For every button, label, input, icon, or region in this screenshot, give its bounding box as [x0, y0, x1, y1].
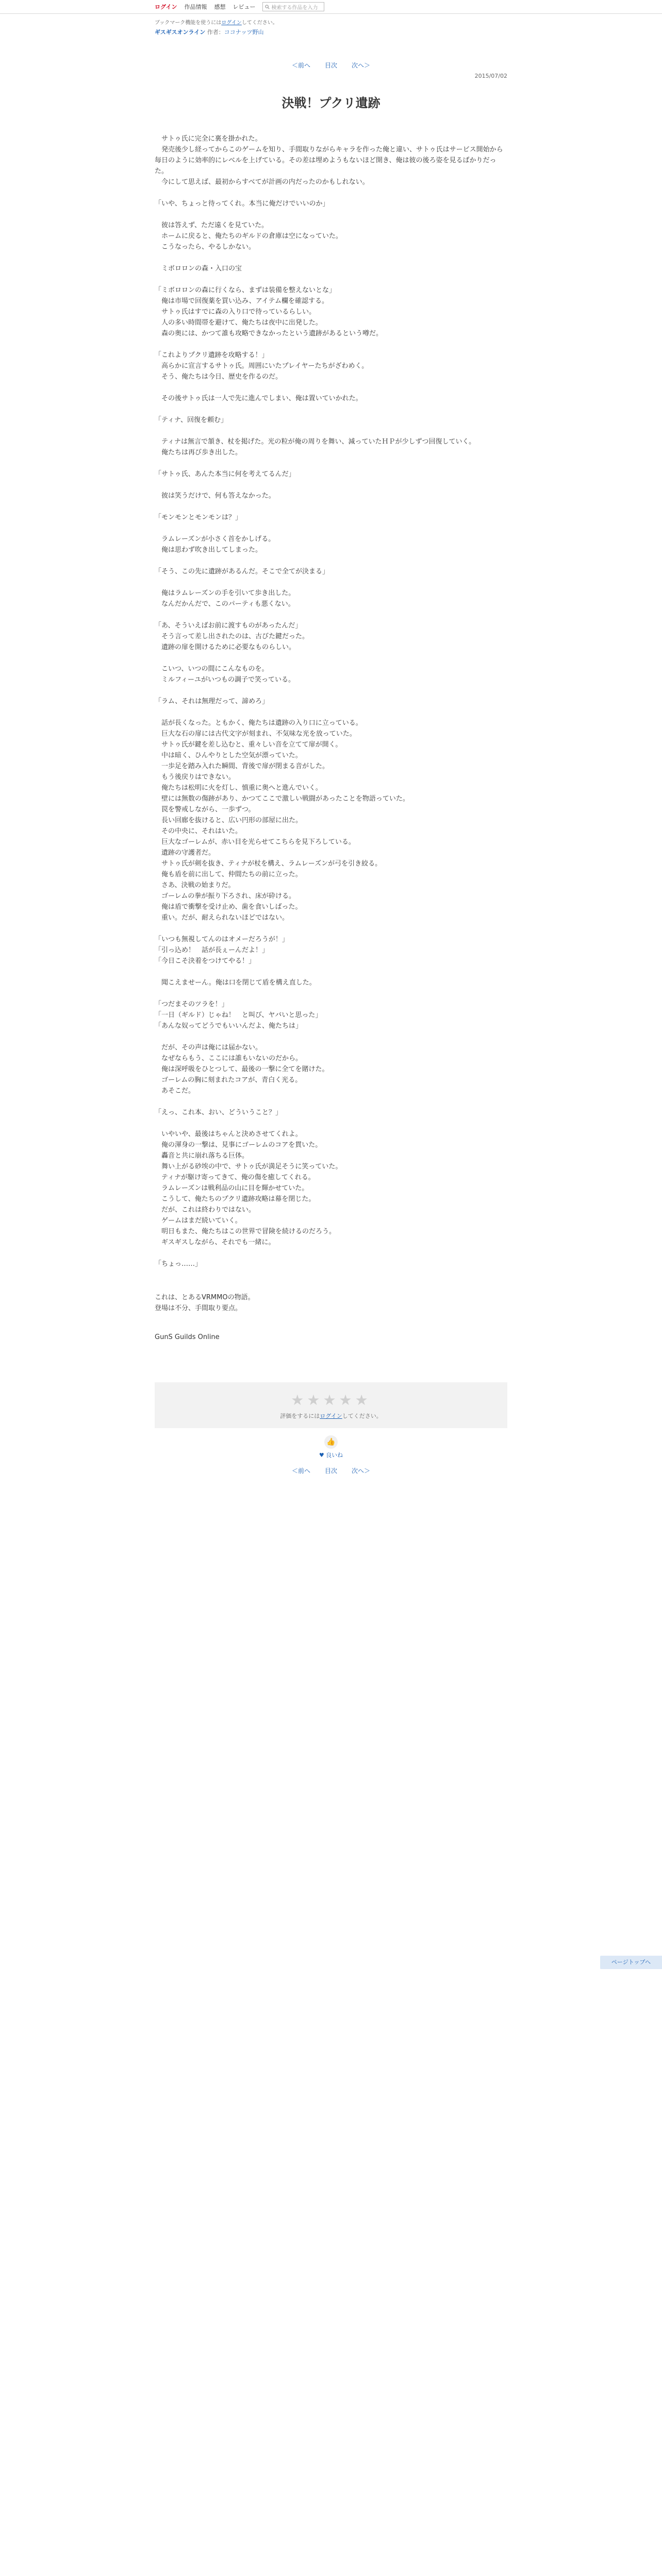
paragraph: ミボロロンの森・入口の宝 — [155, 265, 242, 273]
search-placeholder: 検索する作品を入力 — [271, 5, 318, 11]
paragraph: 話が長くなった。ともかく、俺たちは遺跡の入り口に立っている。 巨大な石の扉には古代文字が刻まれ、不気味な光を放っていた。 サトゥ氏が鍵を差し込むと、重々しい音を立てて扉が開く。 中は暗く、ひんやりとした空気が漂っていた。 一歩足を踏み入れた瞬間、背後で扉が閉まる音がした。 もう後戻りはできない。 俺たちは松明に火を灯し、慎重に奥へと進んでいく。 壁には無数の傷跡があり、かつてここで激しい戦闘があったことを物語っていた。 罠を警戒しながら、一歩ずつ。 長い回廊を抜けると、広い円形の部屋に出た。 その中央に、それはいた。 巨大なゴーレムが、赤い目を光らせてこちらを見下ろしている。 遺跡の守護者だ。 サトゥ氏が剣を抜き、ティナが杖を構え、ラムレーズンが弓を引き絞る。 俺も盾を前に出して、仲間たちの前に立った。 さあ、決戦の始まりだ。 ゴーレムの拳が振り下ろされ、床が砕ける。 俺は盾で衝撃を受け止め、歯を食いしばった。 重い。だが、耐えられないほどではない。 — [161, 719, 409, 922]
chapter-pager-top — [155, 61, 507, 70]
rating-section — [155, 1382, 507, 1428]
like-area — [0, 1435, 662, 1459]
paragraph: 「ミボロロンの森に行くなら、まずは装備を整えないとな」 俺は市場で回復薬を買い込み、アイテム欄を確認する。 サトゥ氏はすでに森の入り口で待っているらしい。 人の多い時間帯を避けて、俺たちは夜中に出発した。 森の奥には、かつて誰も攻略できなかったという遺跡があるという噂だ。 — [155, 286, 383, 337]
paragraph: 聞こえませーん。俺は口を閉じて盾を構え直した。 — [155, 979, 316, 987]
paragraph: 彼は答えず、ただ遠くを見ていた。 ホームに戻ると、俺たちのギルドの倉庫は空になっていた。 こうなったら、やるしかない。 — [161, 222, 342, 251]
top-bar — [0, 0, 662, 14]
page-top-button[interactable]: ページトップへ — [600, 1956, 662, 1969]
paragraph: だが、その声は俺には届かない。 なぜならもう、ここには誰もいないのだから。 俺は深呼吸をひとつして、最後の一撃に全てを賭けた。 ゴーレムの胸に刻まれたコアが、青白く光る。 あそこだ。 — [161, 1044, 329, 1095]
paragraph: 「ラム、それは無理だって、諦めろ」 — [155, 698, 269, 705]
breadcrumb — [0, 26, 662, 36]
publish-date: 2015/07/02 — [474, 73, 507, 79]
paragraph: 「ティナ、回復を頼む」 — [155, 416, 228, 424]
author-label: 作者： — [207, 29, 224, 36]
login-link[interactable]: ログイン — [155, 4, 177, 10]
rating-login-link[interactable]: ログイン — [320, 1413, 342, 1419]
paragraph: 「モンモンとモンモンは？」 — [155, 514, 242, 521]
search-input[interactable] — [262, 2, 324, 11]
paragraph: いやいや、最後はちゃんと決めさせてくれよ。 俺の渾身の一撃は、見事にゴーレムのコアを貫いた。 轟音と共に崩れ落ちる巨体。 舞い上がる砂埃の中で、サトゥ氏が満足そうに笑っていた。 ティナが駆け寄ってきて、俺の傷を癒してくれる。 ラムレーズンは戦利品の山に目を輝かせていた。 こうして、俺たちのプクリ遺跡攻略は幕を閉じた。 だが、これは終わりではない。 ゲームはまだ続いていく。 明日もまた、俺たちはこの世界で冒険を続けるのだろう。 ギスギスしながら、それでも一緒に。 — [161, 1130, 342, 1246]
paragraph: 彼は笑うだけで、何も答えなかった。 — [155, 492, 275, 500]
rating-note-text: 評価をするには — [280, 1413, 320, 1419]
signature: GunS Guilds Online — [155, 1333, 220, 1341]
afterword: これは、とあるVRMMOの物語。 登場は不分、手間取り要点。 — [155, 1294, 255, 1312]
bookmark-notice — [0, 14, 662, 26]
prev-chapter-link-bottom[interactable]: ＜前へ — [291, 1467, 310, 1475]
nav-reviews[interactable]: レビュー — [233, 4, 256, 10]
author-link[interactable]: ココナッツ野山 — [224, 29, 264, 36]
novel-body — [155, 133, 507, 1269]
thumbs-up-icon[interactable]: 👍 — [324, 1435, 338, 1449]
work-title-link[interactable]: ギスギスオンライン — [155, 29, 206, 36]
toc-link-bottom[interactable]: 目次 — [324, 1467, 337, 1475]
paragraph: 「あ、そういえばお前に渡すものがあったんだ」 そう言って差し出されたのは、古びた鍵だった。 遺跡の扉を開けるために必要なものらしい。 — [155, 622, 309, 651]
paragraph: 「サトゥ氏、あんた本当に何を考えてるんだ」 — [155, 470, 295, 478]
notice-text-after: してください。 — [241, 20, 278, 26]
notice-text: ブックマーク機能を使うには — [155, 20, 222, 26]
nav-work-info[interactable]: 作品情報 — [184, 4, 207, 10]
paragraph: 「いや、ちょっと待ってくれ。本当に俺だけでいいのか」 — [155, 200, 329, 208]
chapter-pager-bottom — [155, 1466, 507, 1475]
notice-login-link[interactable]: ログイン — [221, 20, 242, 26]
next-chapter-link-bottom[interactable]: 次へ＞ — [352, 1467, 371, 1475]
paragraph: 「そう、この先に遺跡があるんだ。そこで全てが決まる」 — [155, 568, 329, 575]
like-label[interactable]: ♥ 良いね — [319, 1452, 343, 1459]
paragraph: 「えっ、これ本、おい、どういうこと？」 — [155, 1109, 283, 1116]
search-icon — [265, 5, 270, 9]
prev-chapter-link[interactable]: ＜前へ — [291, 62, 310, 69]
paragraph: ティナは無言で頷き、杖を掲げた。光の粒が俺の周りを舞い、減っていたＨＰが少しずつ回復していく。 俺たちは再び歩き出した。 — [161, 438, 476, 456]
paragraph: ラムレーズンが小さく首をかしげる。 俺は思わず吹き出してしまった。 — [161, 535, 275, 554]
rating-stars[interactable]: ★★★★★ — [291, 1392, 371, 1409]
rating-note-text-after: してください。 — [342, 1413, 382, 1419]
paragraph: 「これよりプクリ遺跡を攻略する！」 高らかに宣言するサトゥ氏。周囲にいたプレイヤーたちがざわめく。 そう、俺たちは今日、歴史を作るのだ。 — [155, 351, 369, 381]
paragraph: サトゥ氏に完全に裏を掛かれた。 発売後少し経ってからこのゲームを知り、手間取りながらキャラを作った俺と違い、サトゥ氏はサービス開始から毎日のように効率的にレベルを上げている。その差は埋めようもないほど開き、俺は彼の後ろ姿を見るばかりだった。 今にして思えば、最初からすべてが計画の内だったのかもしれない。 — [155, 135, 503, 186]
paragraph: 「つだまそのツラを！」 「一日（ギルド）じゃね！ と叫び、ヤバいと思った」 「あんな奴ってどうでもいいんだよ、俺たちは」 — [155, 1001, 322, 1030]
paragraph: 「ちょっ……」 — [155, 1260, 202, 1268]
rating-note — [155, 1412, 507, 1420]
next-chapter-link[interactable]: 次へ＞ — [352, 62, 371, 69]
paragraph: その後サトゥ氏は一人で先に進んでしまい、俺は置いていかれた。 — [155, 395, 362, 402]
paragraph: こいつ、いつの間にこんなものを。 ミルフィーユがいつもの調子で笑っている。 — [161, 665, 295, 684]
chapter-title: 決戦！プクリ遺跡 — [282, 95, 380, 110]
paragraph: 俺はラムレーズンの手を引いて歩き出した。 なんだかんだで、このパーティも悪くない。 — [161, 589, 295, 608]
nav-impressions[interactable]: 感想 — [214, 4, 226, 10]
toc-link[interactable]: 目次 — [324, 62, 337, 69]
paragraph: 「いつも無視してんのはオメーだろうが！」 「引っ込め！ 話が長ぇーんだよ！」 「今日こそ決着をつけてやる！」 — [155, 936, 289, 965]
